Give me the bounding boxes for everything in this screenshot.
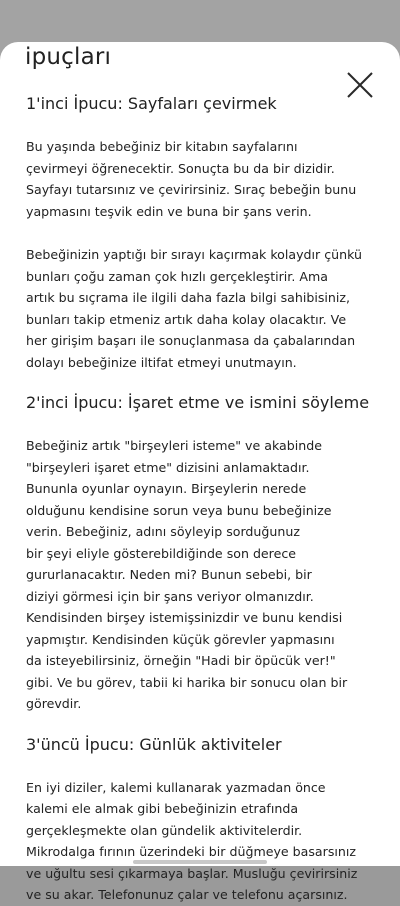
sheet-title: ipuçları — [25, 44, 112, 70]
tip-1-paragraph-1: Bu yaşında bebeğiniz bir kitabın sayfalarını çevirmeyi öğrenecektir. Sonuçta bu da bir dizidir. Sayfayı tutarsınız ve çevirirsiniz. Sıraç bebeğin bunu yapmasını teşvik edin ve buna bir şans verin. — [26, 139, 357, 219]
tip-heading-2: 2'inci İpucu: İşaret etme ve ismini söyleme — [26, 393, 370, 412]
home-indicator[interactable] — [133, 860, 267, 864]
tip-1-paragraph-2: Bebeğinizin yaptığı bir sırayı kaçırmak kolaydır çünkü bunları çoğu zaman çok hızlı gerçekleştirir. Ama artık bu sıçrama ile ilgili daha fazla bilgi sahibisiniz, bunları takip etmeniz artık daha kolay olacaktır. Ve her girişim başarı ile sonuçlanmasa da çabalarından dolayı bebeğinize iltifat etmeyi unutmayın. — [26, 247, 362, 370]
tip-3-paragraph-1: En iyi diziler, kalemi kullanarak yazmadan önce kalemi ele almak gibi bebeğinizin etrafında gerçekleşmekte olan gündelik aktivitelerdir. Mikrodalga fırının üzerindeki bir düğmeye basarsınız ve uğultu sesi çıkarmaya başlar. Musluğu çevirirsiniz ve su akar. Telefonunuz çalar ve telefonu açarsınız. — [26, 779, 358, 902]
tip-2-paragraph-1: Bebeğiniz artık "birşeyleri isteme" ve akabinde "birşeyleri işaret etme" dizisini anlamaktadır. Bununla oyunlar oynayın. Birşeylerin nerede olduğunu kendisine sorun veya bunu bebeğinize verin. Bebeğiniz, adını söyleyip sorduğunuz bir şeyi eliyle gösterebildiğinde son derece gururlanacaktır. Neden mi? Bunun sebebi, bir diziyi görmesi için bir şans veriyor olmanızdır. Kendisinden birşey istemişsinizdir ve bunu kendisi yapmıştır. Kendisinden küçük görevler yapmasını da isteyebilirsiniz, örneğin "Hadi bir öpücük ver!" gibi. Ve bu görev, tabii ki harika bir sonucu olan bir görevdir. — [26, 438, 348, 711]
tips-sheet — [0, 42, 400, 902]
tips-content — [26, 90, 376, 906]
tip-heading-1: 1'inci İpucu: Sayfaları çevirmek — [26, 94, 277, 113]
tip-heading-3: 3'üncü İpucu: Günlük aktiviteler — [26, 734, 282, 754]
